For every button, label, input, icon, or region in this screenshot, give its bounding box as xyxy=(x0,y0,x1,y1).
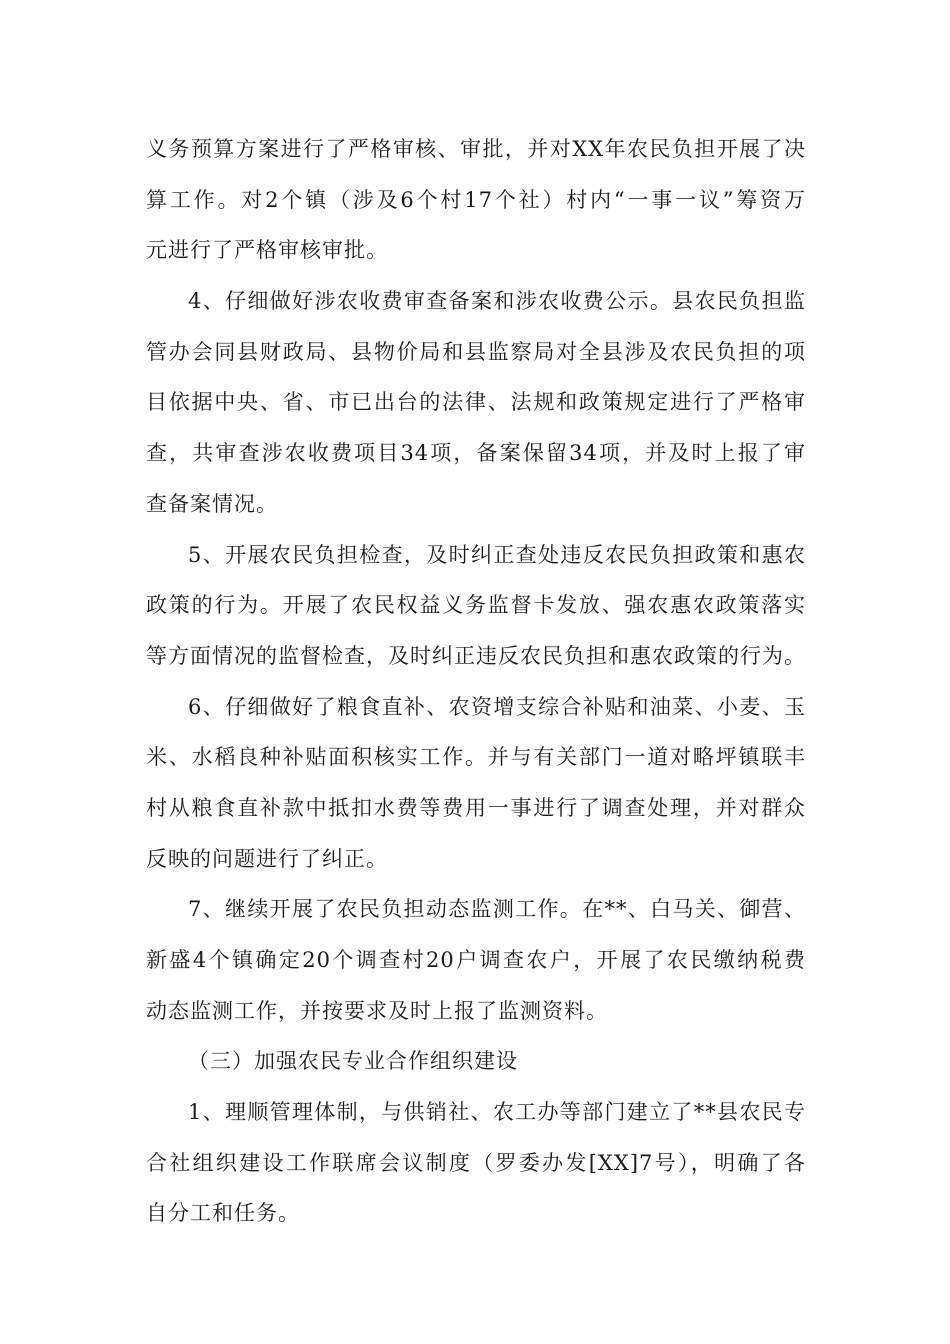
paragraph-line: 管办会同县财政局、县物价局和县监察局对全县涉及农民负担的项 xyxy=(146,339,806,364)
paragraph-line: 米、水稻良种补贴面积核实工作。并与有关部门一道对略坪镇联丰 xyxy=(146,745,806,770)
paragraph-line: 4、仔细做好涉农收费审查备案和涉农收费公示。县农民负担监 xyxy=(188,289,806,314)
paragraph-line: 反映的问题进行了纠正。 xyxy=(146,846,388,871)
paragraph-line: 合社组织建设工作联席会议制度（罗委办发[XX]7号），明确了各 xyxy=(146,1150,806,1175)
section-heading: （三）加强农民专业合作组织建设 xyxy=(188,1049,518,1074)
paragraph-line: 政策的行为。开展了农民权益义务监督卡发放、强农惠农政策落实 xyxy=(146,593,806,618)
paragraph-line: 1、理顺管理体制，与供销社、农工办等部门建立了**县农民专 xyxy=(188,1100,806,1125)
paragraph-line: 动态监测工作，并按要求及时上报了监测资料。 xyxy=(146,998,608,1023)
paragraph-line: 6、仔细做好了粮食直补、农资增支综合补贴和油菜、小麦、玉 xyxy=(188,694,806,719)
document-body xyxy=(146,124,806,1239)
paragraph-line: 村从粮食直补款中抵扣水费等费用一事进行了调查处理，并对群众 xyxy=(146,795,806,820)
paragraph-line: 义务预算方案进行了严格审核、审批，并对XX年农民负担开展了决 xyxy=(146,137,806,161)
paragraph-line: 新盛4个镇确定20个调查村20户调查农户，开展了农民缴纳税费 xyxy=(146,948,806,972)
paragraph-line: 目依据中央、省、市已出台的法律、法规和政策规定进行了严格审 xyxy=(146,390,806,415)
paragraph-line: 查备案情况。 xyxy=(146,491,278,516)
paragraph-line: 元进行了严格审核审批。 xyxy=(146,238,388,263)
paragraph-line: 等方面情况的监督检查，及时纠正违反农民负担和惠农政策的行为。 xyxy=(146,643,806,668)
paragraph-line: 算工作。对2个镇（涉及6个村17个社）村内“一事一议”筹资万 xyxy=(146,187,806,212)
paragraph-line: 查，共审查涉农收费项目34项，备案保留34项，并及时上报了审 xyxy=(146,441,806,466)
paragraph-line: 5、开展农民负担检查，及时纠正查处违反农民负担政策和惠农 xyxy=(188,542,806,567)
paragraph-line: 7、继续开展了农民负担动态监测工作。在**、白马关、御营、 xyxy=(188,897,806,922)
paragraph-line: 自分工和任务。 xyxy=(146,1201,300,1226)
